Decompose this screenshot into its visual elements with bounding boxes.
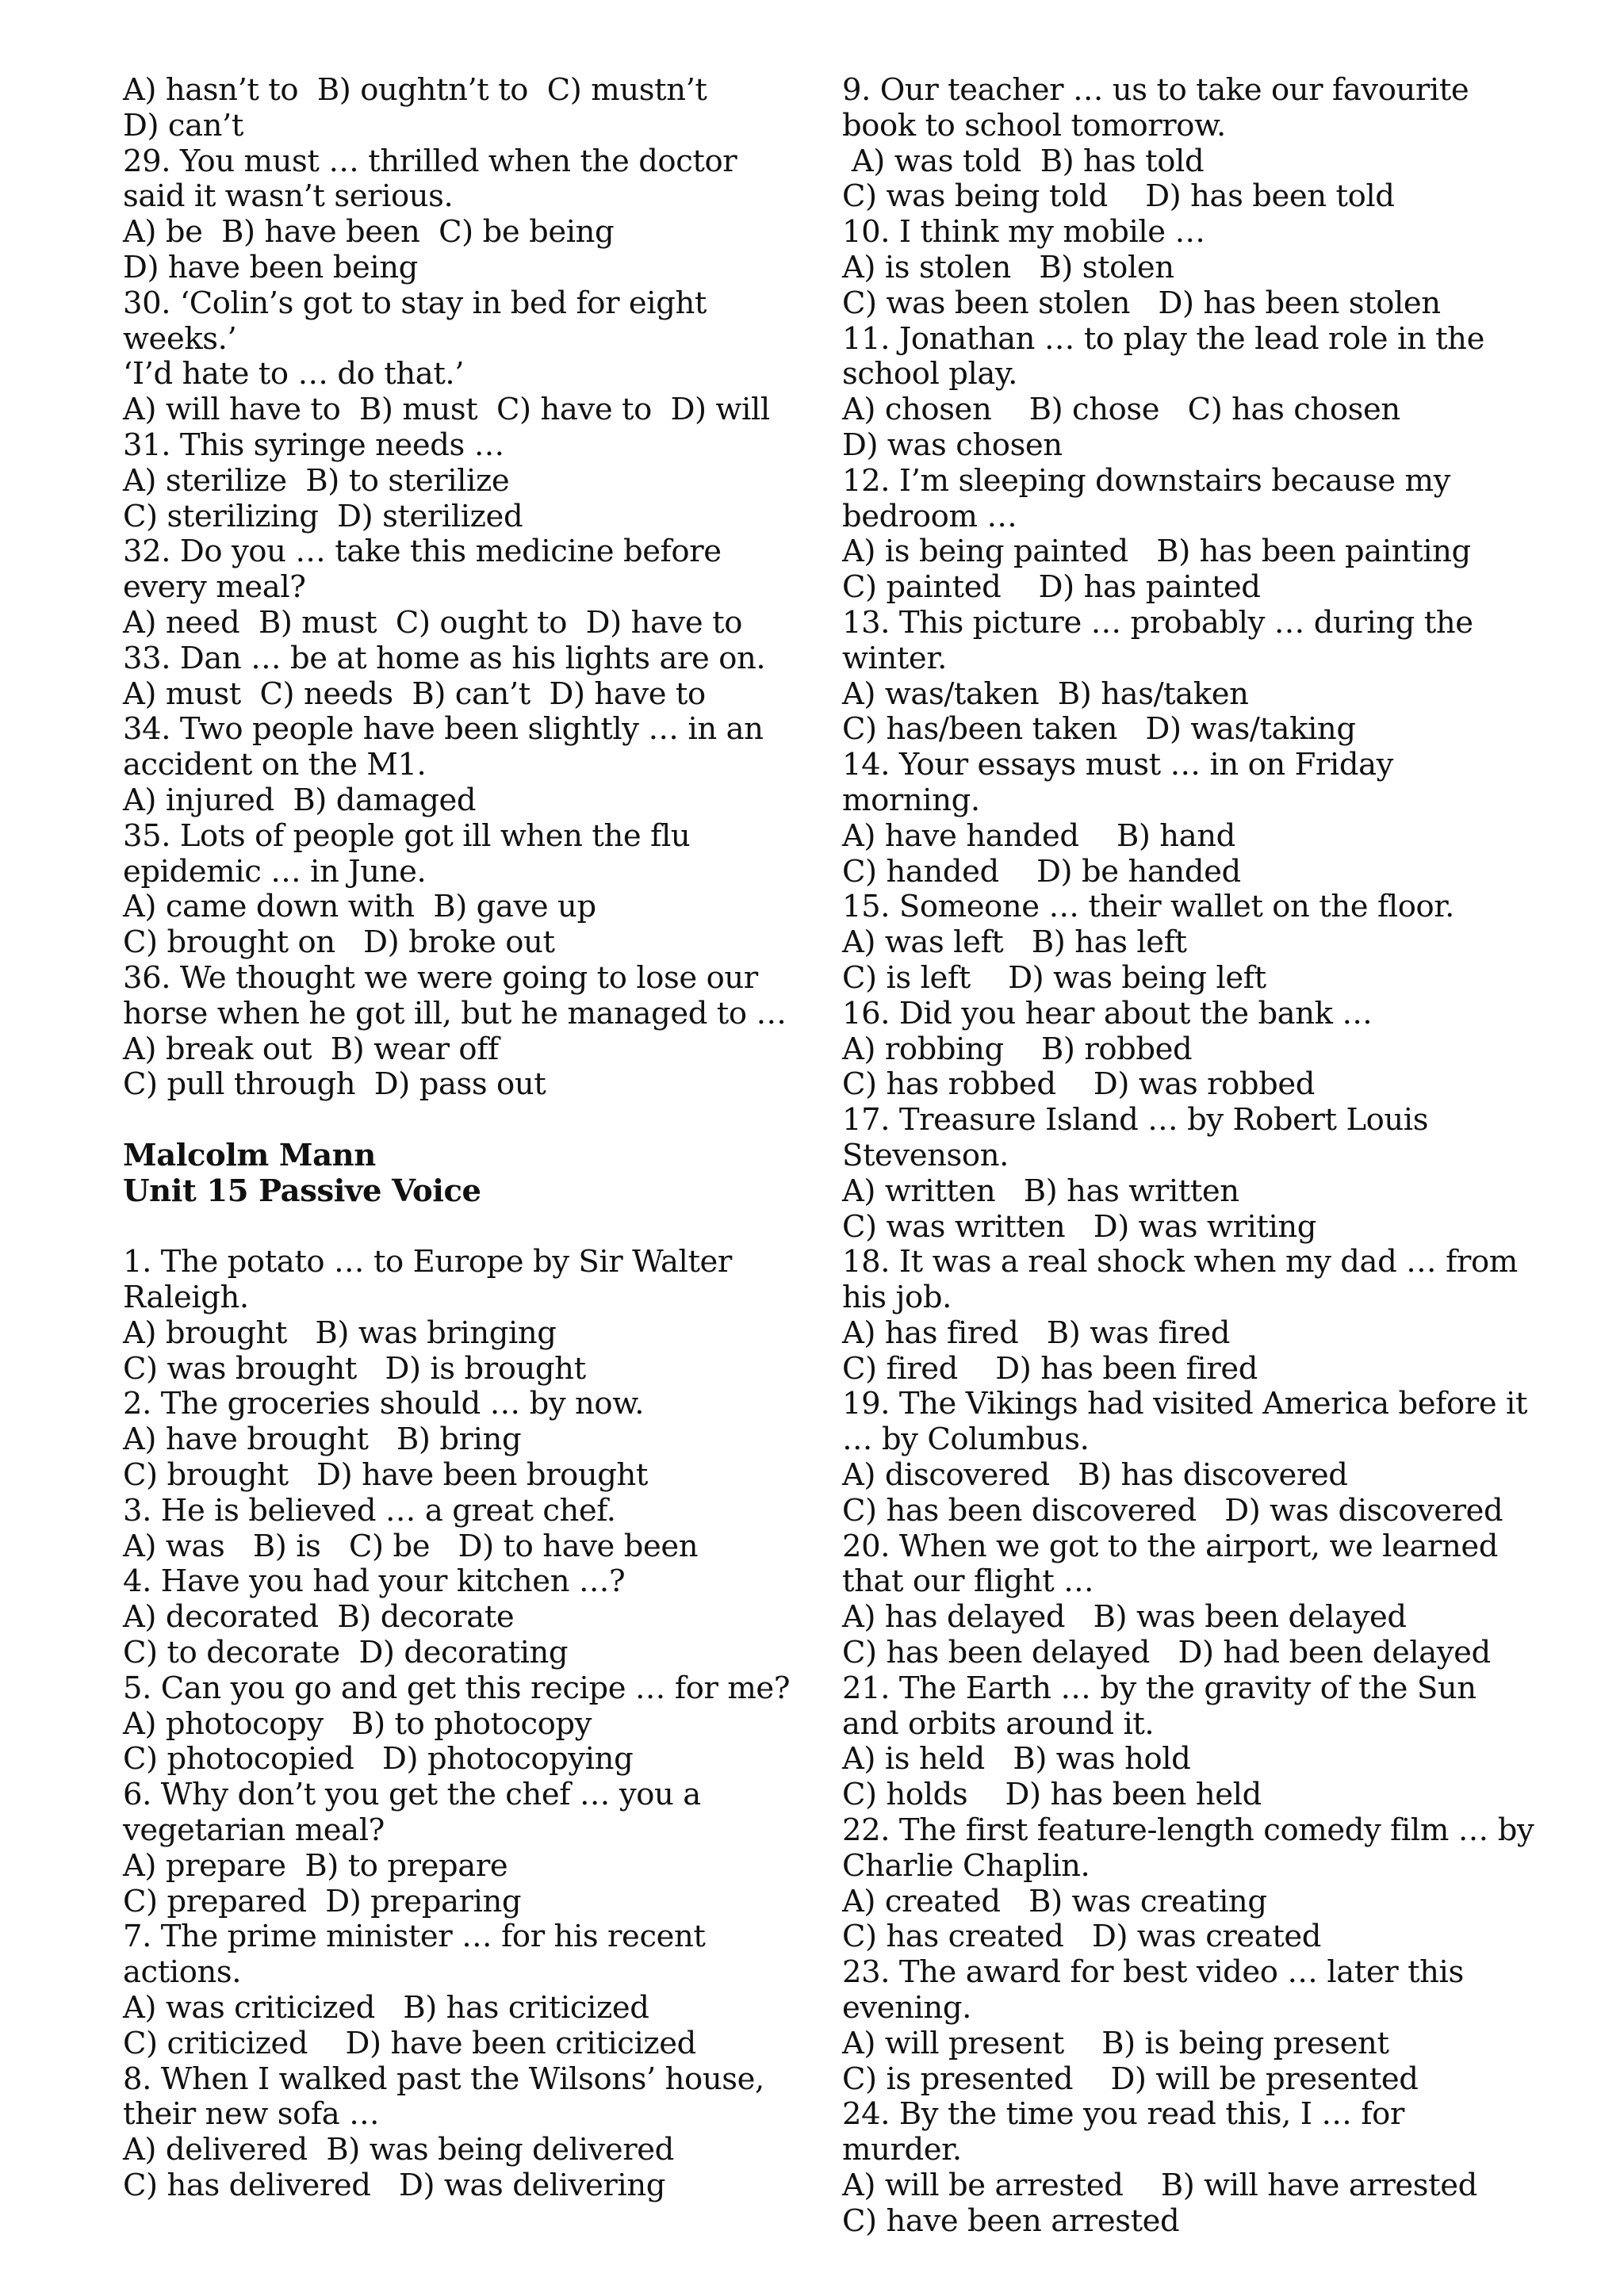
text-line: C) has been delayed D) had been delayed — [842, 1635, 1491, 1671]
text-line: actions. — [123, 1954, 242, 1991]
text-line: 8. When I walked past the Wilsons’ house, — [123, 2061, 764, 2097]
text-line: 15. Someone … their wallet on the floor. — [842, 889, 1454, 925]
text-line: 30. ‘Colin’s got to stay in bed for eight — [123, 285, 707, 321]
text-line: 29. You must … thrilled when the doctor — [123, 143, 737, 179]
text-line: 33. Dan … be at home as his lights are on. — [123, 640, 766, 676]
text-line: C) has been discovered D) was discovered — [842, 1492, 1503, 1529]
text-line: C) fired D) has been fired — [842, 1350, 1258, 1387]
text-line: 6. Why don’t you get the chef … you a — [123, 1777, 701, 1813]
text-line: A) has delayed B) was been delayed — [842, 1599, 1407, 1636]
text-line: A) have brought B) bring — [123, 1422, 522, 1458]
text-line: 14. Your essays must … in on Friday — [842, 747, 1393, 783]
text-line: 3. He is believed … a great chef. — [123, 1492, 616, 1529]
text-line: D) have been being — [123, 249, 418, 285]
text-line: … by Columbus. — [842, 1422, 1090, 1458]
text-line: 22. The first feature-length comedy film … by — [842, 1812, 1534, 1849]
text-line: C) was written D) was writing — [842, 1208, 1317, 1245]
text-line: 31. This syringe needs … — [123, 427, 504, 463]
section-heading: Malcolm Mann — [123, 1137, 376, 1173]
text-line: A) have handed B) hand — [842, 817, 1235, 854]
text-line: A) will present B) is being present — [842, 2025, 1389, 2061]
text-line: A) photocopy B) to photocopy — [123, 1705, 592, 1742]
blank-line — [123, 1103, 821, 1138]
text-line: C) has robbed D) was robbed — [842, 1066, 1316, 1103]
text-line: A) must C) needs B) can’t D) have to — [123, 675, 706, 712]
text-line: 20. When we got to the airport, we learned — [842, 1528, 1499, 1564]
text-line: A) was/taken B) has/taken — [842, 675, 1249, 712]
text-line: 32. Do you … take this medicine before — [123, 534, 722, 570]
text-line: D) can’t — [123, 107, 243, 144]
text-line: C) photocopied D) photocopying — [123, 1741, 634, 1777]
text-line: 7. The prime minister … for his recent — [123, 1919, 706, 1955]
text-line: Charlie Chaplin. — [842, 1847, 1090, 1884]
text-line: C) brought on D) broke out — [123, 924, 555, 961]
text-line: 13. This picture … probably … during the — [842, 604, 1473, 641]
text-line: accident on the M1. — [123, 747, 427, 783]
text-line: 24. By the time you read this, I … for — [842, 2096, 1404, 2133]
text-line: A) delivered B) was being delivered — [123, 2132, 674, 2168]
text-line: A) brought B) was bringing — [123, 1314, 557, 1351]
text-line: A) decorated B) decorate — [123, 1599, 515, 1636]
text-line: 35. Lots of people got ill when the flu — [123, 817, 691, 854]
text-line: C) has/been taken D) was/taking — [842, 711, 1356, 748]
text-line: C) sterilizing D) sterilized — [123, 498, 523, 534]
text-line: 34. Two people have been slightly … in an — [123, 711, 764, 748]
text-line: epidemic … in June. — [123, 853, 427, 890]
text-line: 2. The groceries should … by now. — [123, 1386, 645, 1422]
text-line: A) has fired B) was fired — [842, 1314, 1230, 1351]
text-line: 16. Did you hear about the bank … — [842, 995, 1373, 1031]
text-line: 4. Have you had your kitchen …? — [123, 1563, 626, 1600]
text-line: C) painted D) has painted — [842, 569, 1261, 606]
text-line: C) to decorate D) decorating — [123, 1635, 569, 1671]
text-line: and orbits around it. — [842, 1705, 1155, 1742]
text-line: A) will have to B) must C) have to D) will — [123, 392, 770, 428]
text-line: 1. The potato … to Europe by Sir Walter — [123, 1244, 732, 1280]
text-line: 9. Our teacher … us to take our favourite — [842, 72, 1469, 108]
text-line: C) has created D) was created — [842, 1919, 1322, 1955]
text-line: 19. The Vikings had visited America before it — [842, 1386, 1528, 1422]
text-line: C) brought D) have been brought — [123, 1457, 648, 1494]
text-line: A) sterilize B) to sterilize — [123, 462, 510, 499]
text-line: C) was being told D) has been told — [842, 178, 1395, 215]
text-line: weeks.’ — [123, 320, 237, 357]
text-line: A) discovered B) has discovered — [842, 1457, 1348, 1494]
text-line: A) will be arrested B) will have arrested — [842, 2168, 1477, 2204]
text-line: 5. Can you go and get this recipe … for me? — [123, 1670, 791, 1706]
text-line: C) holds D) has been held — [842, 1777, 1262, 1813]
text-line: A) break out B) wear off — [123, 1031, 499, 1067]
text-line: 10. I think my mobile … — [842, 214, 1205, 251]
text-line: murder. — [842, 2132, 962, 2168]
text-line: horse when he got ill, but he managed to … — [123, 995, 787, 1031]
text-line: C) was been stolen D) has been stolen — [842, 285, 1441, 321]
text-line: A) injured B) damaged — [123, 782, 477, 818]
text-line: that our flight … — [842, 1563, 1094, 1600]
left-column — [123, 73, 821, 2204]
text-line: vegetarian meal? — [123, 1812, 385, 1849]
text-line: C) is left D) was being left — [842, 959, 1266, 996]
text-line: A) prepare B) to prepare — [123, 1847, 508, 1884]
section-heading: Unit 15 Passive Voice — [123, 1173, 481, 1209]
text-line: C) pull through D) pass out — [123, 1066, 546, 1103]
text-line: 21. The Earth … by the gravity of the Sun — [842, 1670, 1477, 1706]
text-line: ‘I’d hate to … do that.’ — [123, 356, 465, 392]
text-line: evening. — [842, 1990, 971, 2026]
text-line: A) was left B) has left — [842, 924, 1187, 961]
text-line: A) created B) was creating — [842, 1883, 1267, 1919]
text-line: winter. — [842, 640, 947, 676]
text-line: A) hasn’t to B) oughtn’t to C) mustn’t — [123, 72, 707, 108]
text-line: A) was B) is C) be D) to have been — [123, 1528, 699, 1564]
text-line: bedroom … — [842, 498, 1017, 534]
text-line: A) is being painted B) has been painting — [842, 534, 1471, 570]
text-line: school play. — [842, 356, 1018, 392]
text-line: 17. Treasure Island … by Robert Louis — [842, 1102, 1429, 1138]
text-line: A) came down with B) gave up — [123, 889, 596, 925]
text-line: 11. Jonathan … to play the lead role in the — [842, 320, 1484, 357]
text-line: morning. — [842, 782, 980, 818]
text-line: his job. — [842, 1280, 952, 1316]
text-line: A) was told B) has told — [842, 143, 1205, 179]
text-line: 23. The award for best video … later this — [842, 1954, 1464, 1991]
text-line: 12. I’m sleeping downstairs because my — [842, 462, 1450, 499]
text-line: 36. We thought we were going to lose our — [123, 959, 758, 996]
text-line: A) is stolen B) stolen — [842, 249, 1174, 285]
text-line: C) handed D) be handed — [842, 853, 1241, 890]
text-line: C) prepared D) preparing — [123, 1883, 522, 1919]
text-line: A) chosen B) chose C) has chosen — [842, 392, 1400, 428]
text-line: C) criticized D) have been criticized — [123, 2025, 696, 2061]
text-line: A) written B) has written — [842, 1173, 1239, 1209]
blank-line — [123, 1210, 821, 1246]
text-line: C) was brought D) is brought — [123, 1350, 586, 1387]
text-line: A) is held B) was hold — [842, 1741, 1191, 1777]
text-line: book to school tomorrow. — [842, 107, 1226, 144]
text-line: A) was criticized B) has criticized — [123, 1990, 649, 2026]
text-line: A) be B) have been C) be being — [123, 214, 615, 251]
text-line: A) robbing B) robbed — [842, 1031, 1193, 1067]
text-line: their new sofa … — [123, 2096, 380, 2133]
text-line: said it wasn’t serious. — [123, 178, 454, 215]
text-line: C) have been arrested — [842, 2202, 1180, 2239]
text-line: 18. It was a real shock when my dad … from — [842, 1244, 1518, 1280]
text-line: Raleigh. — [123, 1280, 249, 1316]
text-line: C) is presented D) will be presented — [842, 2061, 1419, 2097]
text-line: every meal? — [123, 569, 306, 606]
right-column — [842, 72, 1534, 2240]
text-line: A) need B) must C) ought to D) have to — [123, 604, 742, 641]
text-line: D) was chosen — [842, 427, 1063, 463]
text-line: C) has delivered D) was delivering — [123, 2168, 665, 2204]
text-line: Stevenson. — [842, 1137, 1009, 1173]
